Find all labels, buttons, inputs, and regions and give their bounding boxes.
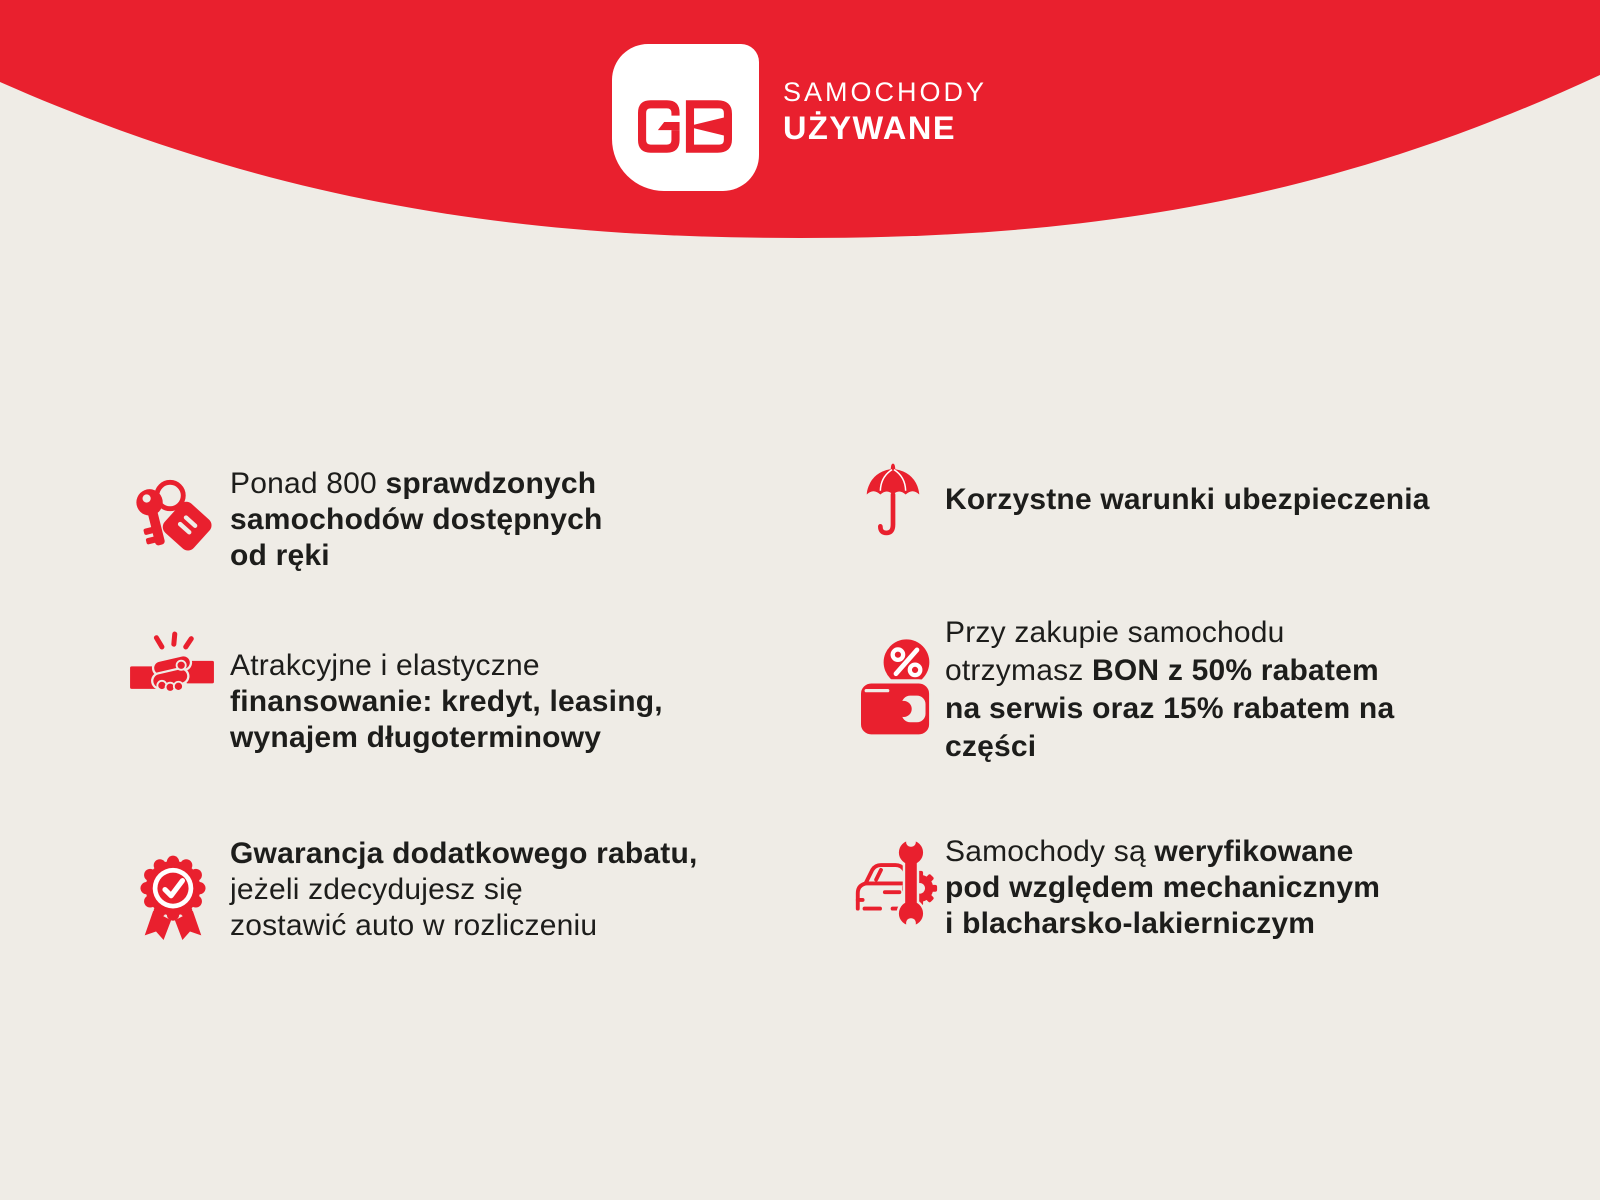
wallet-discount-icon [856, 636, 936, 740]
award-ribbon-icon [140, 852, 206, 947]
car-service-icon [851, 836, 940, 929]
brand-logo [612, 44, 759, 191]
umbrella-icon [863, 460, 923, 544]
handshake-icon [128, 622, 216, 714]
feature-text-financing: Atrakcyjne i elastyczne finansowanie: kredyt, leasing, wynajem długoterminowy [230, 649, 663, 754]
brand-name-line1: SAMOCHODY [783, 77, 988, 107]
brand-wordmark [783, 78, 987, 146]
gb-logo-icon [638, 100, 732, 153]
feature-text-verification: Samochody są weryfikowane pod względem mechanicznym i blacharsko-lakierniczym [945, 835, 1381, 940]
feature-text-insurance: Korzystne warunki ubezpieczenia [945, 483, 1430, 516]
feature-text-availability: Ponad 800 sprawdzonych samochodów dostępnych od ręki [230, 467, 603, 572]
feature-text-discount-guarantee: Gwarancja dodatkowego rabatu, jeżeli zdecydujesz się zostawić auto w rozliczeniu [230, 837, 698, 942]
car-key-tag-icon [131, 476, 215, 560]
feature-text-service-bonus: Przy zakupie samochodu otrzymasz BON z 50% rabatem na serwis oraz 15% rabatem na części [945, 616, 1395, 763]
brand-name-line2: UŻYWANE [783, 109, 956, 146]
